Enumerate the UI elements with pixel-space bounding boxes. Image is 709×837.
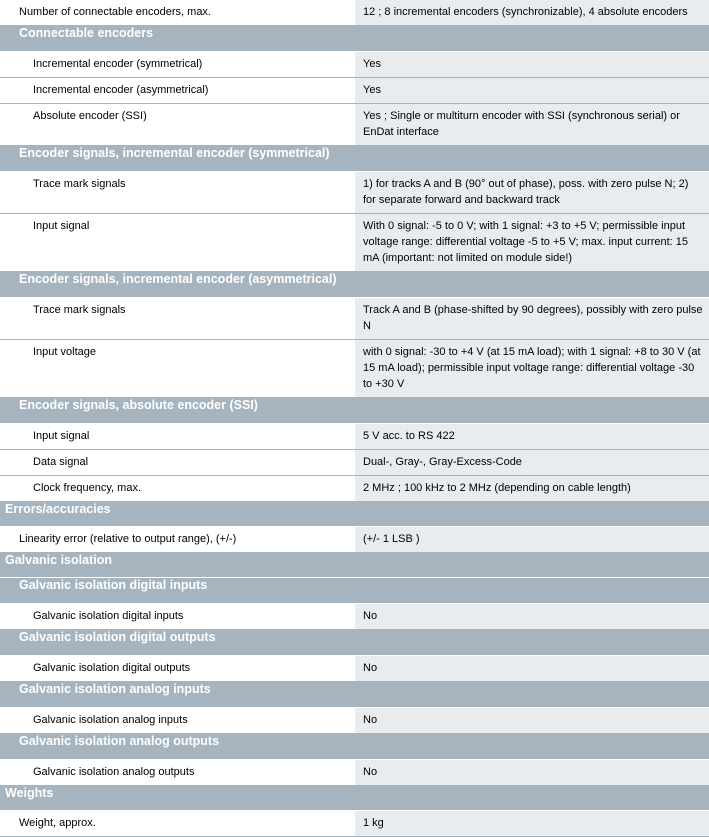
section-header-label: Galvanic isolation analog outputs [0,734,709,760]
spec-label: Incremental encoder (asymmetrical) [0,78,355,104]
spec-value: Yes ; Single or multiturn encoder with SSI (synchronous serial) or EnDat interface [355,104,709,146]
spec-label: Absolute encoder (SSI) [0,104,355,146]
spec-label: Galvanic isolation digital outputs [0,656,355,682]
subsection-header [0,26,709,52]
subsection-header [0,682,709,708]
spec-row [0,424,709,450]
spec-label: Galvanic isolation digital inputs [0,604,355,630]
spec-row [0,104,709,146]
spec-row [0,811,709,837]
section-header-label: Galvanic isolation digital inputs [0,578,709,604]
section-header-label: Encoder signals, incremental encoder (symmetrical) [0,146,709,172]
spec-label: Linearity error (relative to output range), (+/-) [0,527,355,553]
section-header-label: Galvanic isolation [0,553,709,578]
section-header-label: Weights [0,786,709,811]
spec-row [0,52,709,78]
spec-label: Number of connectable encoders, max. [0,0,355,26]
spec-label: Trace mark signals [0,172,355,214]
spec-row [0,340,709,398]
spec-row [0,527,709,553]
spec-row [0,476,709,502]
spec-label: Input voltage [0,340,355,398]
spec-label: Galvanic isolation analog inputs [0,708,355,734]
section-header [0,786,709,811]
spec-row [0,172,709,214]
section-header-label: Errors/accuracies [0,502,709,527]
spec-value: Yes [355,52,709,78]
spec-row [0,78,709,104]
spec-value: No [355,760,709,786]
spec-value: No [355,708,709,734]
spec-label: Data signal [0,450,355,476]
subsection-header [0,398,709,424]
spec-row [0,450,709,476]
subsection-header [0,630,709,656]
section-header-label: Connectable encoders [0,26,709,52]
section-header-label: Encoder signals, incremental encoder (asymmetrical) [0,272,709,298]
spec-value: Track A and B (phase-shifted by 90 degrees), possibly with zero pulse N [355,298,709,340]
spec-value: 1) for tracks A and B (90° out of phase), poss. with zero pulse N; 2) for separate forward and backward track [355,172,709,214]
section-header-label: Encoder signals, absolute encoder (SSI) [0,398,709,424]
spec-row [0,298,709,340]
spec-row [0,708,709,734]
spec-label: Trace mark signals [0,298,355,340]
spec-value: With 0 signal: -5 to 0 V; with 1 signal: +3 to +5 V; permissible input voltage range: differential voltage -5 to +5 V; max. input current: 15 mA (important: not limited on module side!) [355,214,709,272]
section-header-label: Galvanic isolation digital outputs [0,630,709,656]
spec-value: 1 kg [355,811,709,837]
spec-value: 2 MHz ; 100 kHz to 2 MHz (depending on cable length) [355,476,709,502]
subsection-header [0,146,709,172]
spec-value: 5 V acc. to RS 422 [355,424,709,450]
spec-value: Yes [355,78,709,104]
section-header [0,553,709,578]
spec-row [0,604,709,630]
spec-row [0,656,709,682]
spec-label: Input signal [0,424,355,450]
spec-label: Input signal [0,214,355,272]
spec-value: 12 ; 8 incremental encoders (synchronizable), 4 absolute encoders [355,0,709,26]
spec-label: Clock frequency, max. [0,476,355,502]
section-header-label: Galvanic isolation analog inputs [0,682,709,708]
spec-row [0,760,709,786]
subsection-header [0,272,709,298]
spec-value: (+/- 1 LSB ) [355,527,709,553]
spec-row [0,0,709,26]
spec-value: Dual-, Gray-, Gray-Excess-Code [355,450,709,476]
subsection-header [0,578,709,604]
section-header [0,502,709,527]
spec-value: with 0 signal: -30 to +4 V (at 15 mA load); with 1 signal: +8 to 30 V (at 15 mA load); permissible input voltage range: differential voltage -30 to +30 V [355,340,709,398]
spec-value: No [355,604,709,630]
spec-label: Weight, approx. [0,811,355,837]
spec-label: Incremental encoder (symmetrical) [0,52,355,78]
spec-value: No [355,656,709,682]
spec-label: Galvanic isolation analog outputs [0,760,355,786]
subsection-header [0,734,709,760]
spec-row [0,214,709,272]
